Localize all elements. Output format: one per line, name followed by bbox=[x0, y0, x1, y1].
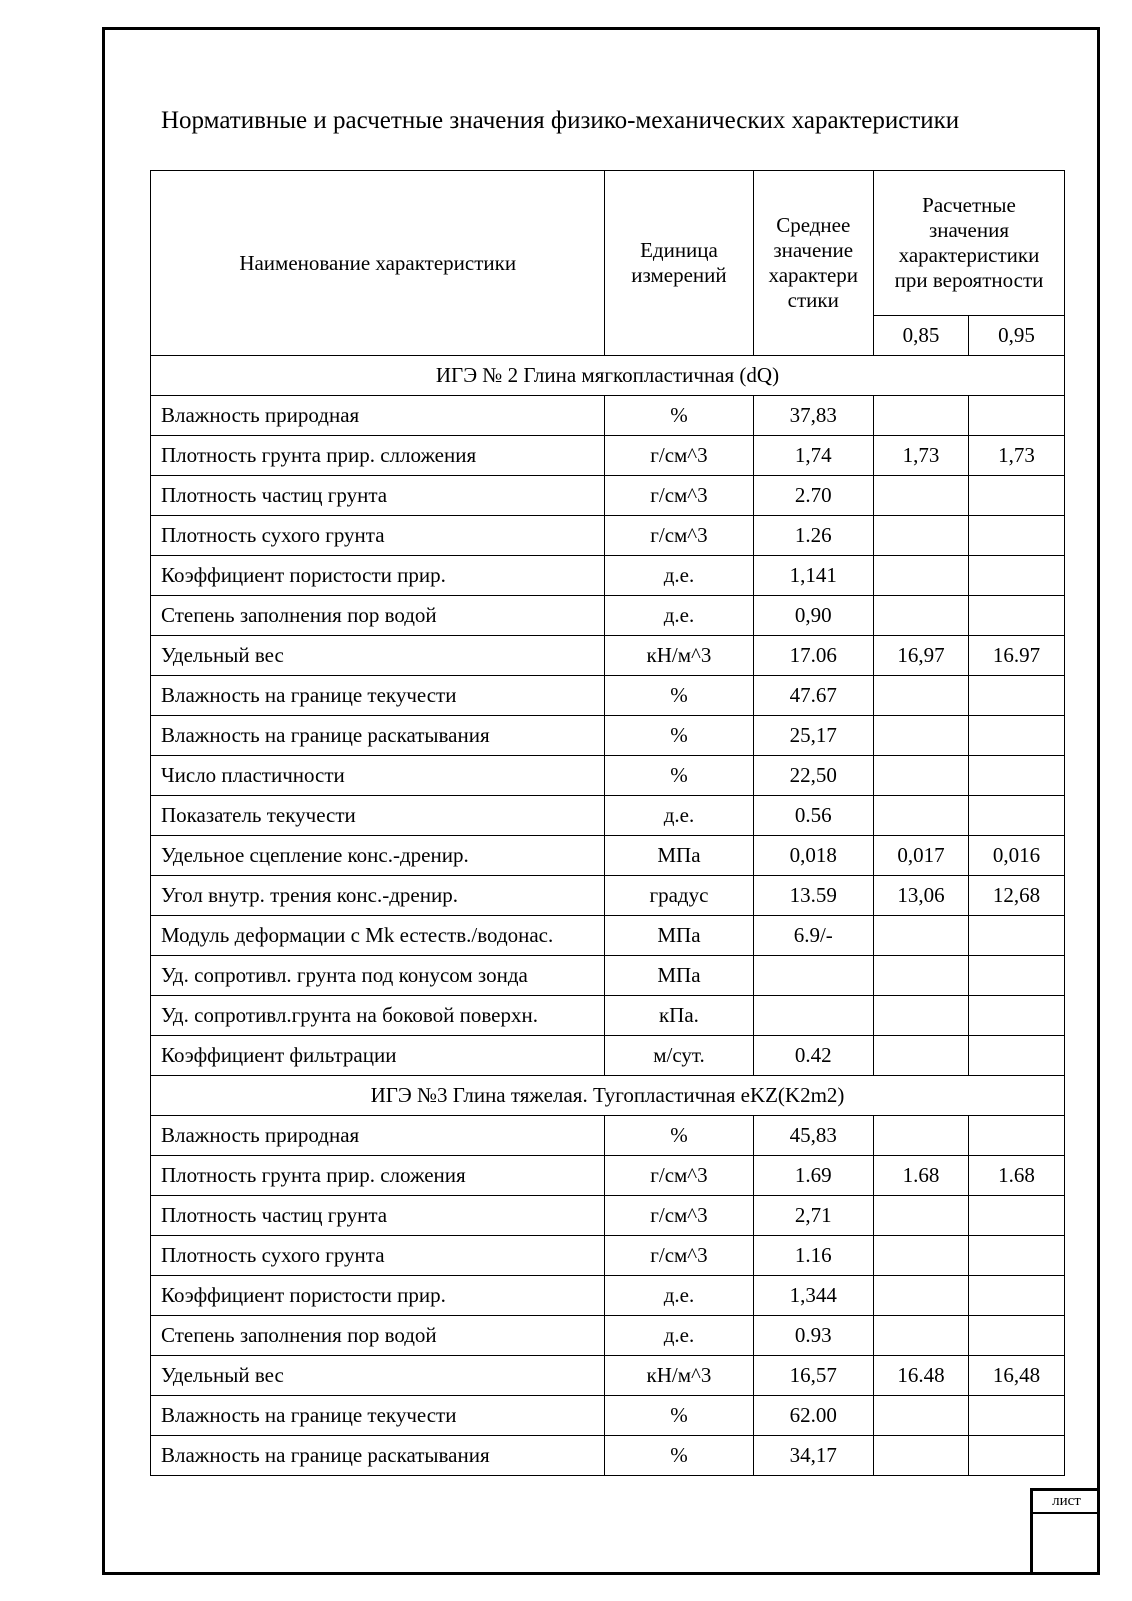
cell-p085 bbox=[874, 1436, 969, 1476]
cell-p095 bbox=[968, 396, 1064, 436]
cell-mean: 62.00 bbox=[753, 1396, 874, 1436]
cell-p095 bbox=[968, 1196, 1064, 1236]
cell-p095 bbox=[968, 1396, 1064, 1436]
table-row bbox=[151, 916, 1065, 956]
stamp-divider bbox=[1033, 1512, 1100, 1514]
section-title: ИГЭ №3 Глина тяжелая. Тугопластичная eKZ(K2m2) bbox=[151, 1076, 1065, 1116]
cell-mean: 2,71 bbox=[753, 1196, 874, 1236]
cell-p085: 0,017 bbox=[874, 836, 969, 876]
cell-name: Влажность на границе раскатывания bbox=[151, 716, 605, 756]
cell-name: Степень заполнения пор водой bbox=[151, 596, 605, 636]
cell-p095: 16.97 bbox=[968, 636, 1064, 676]
cell-p095: 1,73 bbox=[968, 436, 1064, 476]
cell-unit: г/см^3 bbox=[605, 516, 753, 556]
cell-unit: г/см^3 bbox=[605, 1236, 753, 1276]
cell-p085 bbox=[874, 716, 969, 756]
cell-p085 bbox=[874, 1116, 969, 1156]
section-row bbox=[151, 356, 1065, 396]
cell-p085 bbox=[874, 396, 969, 436]
cell-unit: % bbox=[605, 756, 753, 796]
cell-unit: г/см^3 bbox=[605, 436, 753, 476]
cell-mean: 34,17 bbox=[753, 1436, 874, 1476]
cell-p095: 0,016 bbox=[968, 836, 1064, 876]
cell-p095 bbox=[968, 1276, 1064, 1316]
cell-unit: г/см^3 bbox=[605, 1196, 753, 1236]
cell-name: Влажность природная bbox=[151, 1116, 605, 1156]
cell-name: Плотность грунта прир. сложения bbox=[151, 1156, 605, 1196]
cell-p095 bbox=[968, 716, 1064, 756]
header-p095: 0,95 bbox=[968, 316, 1064, 356]
table-row bbox=[151, 996, 1065, 1036]
table-row bbox=[151, 1396, 1065, 1436]
table-row bbox=[151, 1316, 1065, 1356]
sheet-label: лист bbox=[1052, 1493, 1081, 1509]
cell-p085 bbox=[874, 1396, 969, 1436]
header-calc: Расчетные значения характеристики при вероятности bbox=[874, 171, 1065, 316]
cell-unit: кН/м^3 bbox=[605, 636, 753, 676]
cell-unit: % bbox=[605, 1116, 753, 1156]
table-row bbox=[151, 1116, 1065, 1156]
cell-p095 bbox=[968, 1036, 1064, 1076]
cell-p095 bbox=[968, 756, 1064, 796]
cell-mean: 6.9/- bbox=[753, 916, 874, 956]
table-row bbox=[151, 1276, 1065, 1316]
cell-p085: 16,97 bbox=[874, 636, 969, 676]
cell-p085 bbox=[874, 516, 969, 556]
cell-mean: 2.70 bbox=[753, 476, 874, 516]
cell-p095 bbox=[968, 556, 1064, 596]
cell-p085 bbox=[874, 556, 969, 596]
cell-p095 bbox=[968, 596, 1064, 636]
cell-mean: 17.06 bbox=[753, 636, 874, 676]
cell-unit: м/сут. bbox=[605, 1036, 753, 1076]
cell-mean: 1.26 bbox=[753, 516, 874, 556]
table-row bbox=[151, 396, 1065, 436]
cell-name: Уд. сопротивл. грунта под конусом зонда bbox=[151, 956, 605, 996]
cell-name: Показатель текучести bbox=[151, 796, 605, 836]
cell-p095 bbox=[968, 916, 1064, 956]
table-row bbox=[151, 1156, 1065, 1196]
cell-p085 bbox=[874, 1236, 969, 1276]
cell-name: Уд. сопротивл.грунта на боковой поверхн. bbox=[151, 996, 605, 1036]
cell-mean: 0.42 bbox=[753, 1036, 874, 1076]
cell-mean: 0,018 bbox=[753, 836, 874, 876]
cell-mean: 37,83 bbox=[753, 396, 874, 436]
cell-name: Модуль деформации с Mk естеств./водонас. bbox=[151, 916, 605, 956]
table-row bbox=[151, 956, 1065, 996]
cell-p095 bbox=[968, 1316, 1064, 1356]
cell-unit: % bbox=[605, 676, 753, 716]
cell-mean: 1,74 bbox=[753, 436, 874, 476]
cell-p095 bbox=[968, 1436, 1064, 1476]
cell-mean: 1,141 bbox=[753, 556, 874, 596]
cell-p085 bbox=[874, 996, 969, 1036]
cell-p095: 12,68 bbox=[968, 876, 1064, 916]
cell-mean: 0,90 bbox=[753, 596, 874, 636]
cell-name: Плотность частиц грунта bbox=[151, 476, 605, 516]
cell-unit: % bbox=[605, 1436, 753, 1476]
section-row bbox=[151, 1076, 1065, 1116]
section-title: ИГЭ № 2 Глина мягкопластичная (dQ) bbox=[151, 356, 1065, 396]
cell-p095 bbox=[968, 1236, 1064, 1276]
cell-p085 bbox=[874, 796, 969, 836]
table-row bbox=[151, 436, 1065, 476]
cell-name: Влажность на границе раскатывания bbox=[151, 1436, 605, 1476]
table-row bbox=[151, 1036, 1065, 1076]
cell-p085 bbox=[874, 1036, 969, 1076]
cell-p085 bbox=[874, 1196, 969, 1236]
cell-unit: д.е. bbox=[605, 1276, 753, 1316]
sheet-stamp bbox=[1030, 1488, 1100, 1575]
cell-unit: градус bbox=[605, 876, 753, 916]
cell-unit: % bbox=[605, 396, 753, 436]
table-row bbox=[151, 556, 1065, 596]
header-unit: Единица измерений bbox=[605, 171, 753, 356]
cell-name: Коэффициент пористости прир. bbox=[151, 1276, 605, 1316]
cell-name: Плотность сухого грунта bbox=[151, 516, 605, 556]
table-row bbox=[151, 796, 1065, 836]
cell-mean: 16,57 bbox=[753, 1356, 874, 1396]
table-row bbox=[151, 676, 1065, 716]
cell-name: Влажность на границе текучести bbox=[151, 676, 605, 716]
table-row bbox=[151, 1436, 1065, 1476]
cell-unit: г/см^3 bbox=[605, 476, 753, 516]
cell-name: Коэффициент фильтрации bbox=[151, 1036, 605, 1076]
cell-unit: МПа bbox=[605, 916, 753, 956]
header-mean: Среднее значение характери стики bbox=[753, 171, 874, 356]
table-row bbox=[151, 596, 1065, 636]
cell-p095 bbox=[968, 956, 1064, 996]
cell-p095 bbox=[968, 676, 1064, 716]
cell-p095: 1.68 bbox=[968, 1156, 1064, 1196]
cell-mean: 25,17 bbox=[753, 716, 874, 756]
cell-mean: 13.59 bbox=[753, 876, 874, 916]
cell-p085 bbox=[874, 596, 969, 636]
cell-p095 bbox=[968, 996, 1064, 1036]
cell-unit: % bbox=[605, 1396, 753, 1436]
cell-name: Влажность природная bbox=[151, 396, 605, 436]
cell-name: Коэффициент пористости прир. bbox=[151, 556, 605, 596]
cell-name: Угол внутр. трения конс.-дренир. bbox=[151, 876, 605, 916]
cell-p095 bbox=[968, 1116, 1064, 1156]
cell-mean: 22,50 bbox=[753, 756, 874, 796]
page-title: Нормативные и расчетные значения физико-механических характеристики bbox=[161, 107, 960, 134]
cell-mean: 1.69 bbox=[753, 1156, 874, 1196]
table-row bbox=[151, 1196, 1065, 1236]
cell-unit: кПа. bbox=[605, 996, 753, 1036]
cell-unit: г/см^3 bbox=[605, 1156, 753, 1196]
cell-unit: кН/м^3 bbox=[605, 1356, 753, 1396]
header-p085: 0,85 bbox=[874, 316, 969, 356]
cell-p085: 16.48 bbox=[874, 1356, 969, 1396]
table-row bbox=[151, 756, 1065, 796]
cell-p085 bbox=[874, 1276, 969, 1316]
cell-name: Плотность сухого грунта bbox=[151, 1236, 605, 1276]
cell-name: Удельный вес bbox=[151, 636, 605, 676]
cell-unit: д.е. bbox=[605, 556, 753, 596]
table-row bbox=[151, 476, 1065, 516]
cell-unit: д.е. bbox=[605, 596, 753, 636]
cell-name: Плотность грунта прир. слложения bbox=[151, 436, 605, 476]
cell-p085 bbox=[874, 916, 969, 956]
cell-mean: 0.56 bbox=[753, 796, 874, 836]
cell-mean: 1.16 bbox=[753, 1236, 874, 1276]
cell-unit: МПа bbox=[605, 956, 753, 996]
cell-mean: 47.67 bbox=[753, 676, 874, 716]
cell-p085 bbox=[874, 676, 969, 716]
cell-p095 bbox=[968, 796, 1064, 836]
cell-name: Удельный вес bbox=[151, 1356, 605, 1396]
cell-unit: д.е. bbox=[605, 796, 753, 836]
cell-mean bbox=[753, 996, 874, 1036]
cell-mean: 0.93 bbox=[753, 1316, 874, 1356]
cell-p085 bbox=[874, 1316, 969, 1356]
cell-unit: МПа bbox=[605, 836, 753, 876]
cell-p085 bbox=[874, 476, 969, 516]
table-row bbox=[151, 516, 1065, 556]
cell-mean: 1,344 bbox=[753, 1276, 874, 1316]
table-row bbox=[151, 836, 1065, 876]
cell-name: Удельное сцепление конс.-дренир. bbox=[151, 836, 605, 876]
table-row bbox=[151, 1236, 1065, 1276]
cell-p095 bbox=[968, 476, 1064, 516]
table-body bbox=[151, 356, 1065, 1476]
header-name: Наименование характеристики bbox=[151, 171, 605, 356]
table-row bbox=[151, 636, 1065, 676]
cell-p085: 13,06 bbox=[874, 876, 969, 916]
cell-name: Плотность частиц грунта bbox=[151, 1196, 605, 1236]
table-row bbox=[151, 1356, 1065, 1396]
properties-table bbox=[150, 170, 1065, 1476]
cell-p085 bbox=[874, 956, 969, 996]
table-row bbox=[151, 876, 1065, 916]
cell-p095: 16,48 bbox=[968, 1356, 1064, 1396]
cell-name: Число пластичности bbox=[151, 756, 605, 796]
cell-unit: % bbox=[605, 716, 753, 756]
cell-p095 bbox=[968, 516, 1064, 556]
table-row bbox=[151, 716, 1065, 756]
cell-unit: д.е. bbox=[605, 1316, 753, 1356]
cell-p085: 1,73 bbox=[874, 436, 969, 476]
cell-mean bbox=[753, 956, 874, 996]
cell-name: Степень заполнения пор водой bbox=[151, 1316, 605, 1356]
cell-mean: 45,83 bbox=[753, 1116, 874, 1156]
cell-name: Влажность на границе текучести bbox=[151, 1396, 605, 1436]
cell-p085: 1.68 bbox=[874, 1156, 969, 1196]
cell-p085 bbox=[874, 756, 969, 796]
